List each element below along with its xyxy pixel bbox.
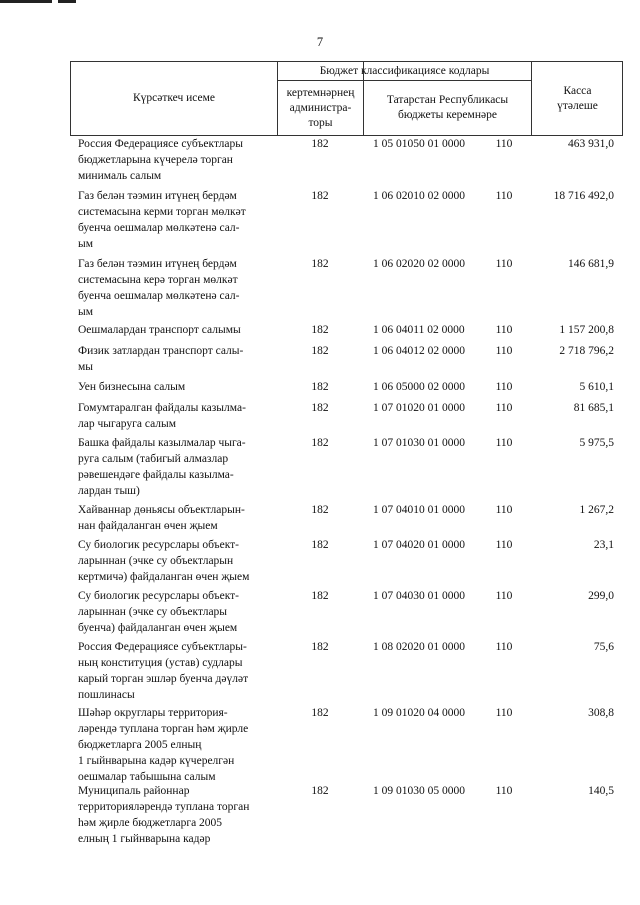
row-name: Су биологик ресурслары объект- ларыннан (эчке су объектлары буенча) файдаланган өчен җыем xyxy=(78,590,239,634)
row-subcode: 110 xyxy=(495,641,513,653)
row-subcode: 110 xyxy=(495,324,513,336)
row-admin-code: 182 xyxy=(311,324,329,336)
row-amount: 1 157 200,8 xyxy=(559,324,614,336)
row-amount: 299,0 xyxy=(588,590,614,602)
row-subcode: 110 xyxy=(495,437,513,449)
row-classification-code: 1 07 01030 01 0000 xyxy=(373,437,465,449)
row-amount: 140,5 xyxy=(588,785,614,797)
row-name: Гомумтаралган файдалы казылма- лар чыгаруга салым xyxy=(78,402,246,430)
row-subcode: 110 xyxy=(495,590,513,602)
row-name: Муниципаль районнар территорияләрендә туплана торган һәм җирле бюджетларга 2005 елның 1 гыйнварына кадәр xyxy=(78,785,250,845)
row-classification-code: 1 08 02020 01 0000 xyxy=(373,641,465,653)
row-admin-code: 182 xyxy=(311,345,329,357)
row-classification-code: 1 09 01030 05 0000 xyxy=(373,785,465,797)
row-name: Россия Федерациясе субъектлары бюджетларына күчерелә торган минималь салым xyxy=(78,138,244,182)
row-admin-code: 182 xyxy=(311,381,329,393)
row-amount: 2 718 796,2 xyxy=(559,345,614,357)
row-name: Газ белән тәэмин итүнең бердәм системасына керми торган мөлкәт буенча оешмалар мөлкәтенә сал- ым xyxy=(78,190,246,250)
row-classification-code: 1 07 04030 01 0000 xyxy=(373,590,465,602)
row-subcode: 110 xyxy=(495,539,513,551)
row-subcode: 110 xyxy=(495,707,513,719)
row-classification-code: 1 06 04011 02 0000 xyxy=(373,324,465,336)
row-admin-code: 182 xyxy=(311,402,329,414)
row-amount: 5 975,5 xyxy=(579,437,614,449)
row-subcode: 110 xyxy=(495,785,513,797)
row-subcode: 110 xyxy=(495,138,513,150)
row-admin-code: 182 xyxy=(311,785,329,797)
row-amount: 463 931,0 xyxy=(568,138,614,150)
row-amount: 146 681,9 xyxy=(568,258,614,270)
row-classification-code: 1 06 04012 02 0000 xyxy=(373,345,465,357)
header-cash-execution: Касса үтәлеше xyxy=(557,84,598,112)
row-amount: 1 267,2 xyxy=(579,504,614,516)
header-budget-classification: Бюджет классификациясе кодлары xyxy=(319,64,490,77)
row-subcode: 110 xyxy=(495,381,513,393)
row-admin-code: 182 xyxy=(311,504,329,516)
scan-edge-mark xyxy=(0,0,52,3)
row-classification-code: 1 05 01050 01 0000 xyxy=(373,138,465,150)
page-number: 7 xyxy=(316,35,324,49)
header-tatarstan-revenue: Татарстан Республикасы бюджеты керемнәре xyxy=(386,94,509,121)
row-subcode: 110 xyxy=(495,190,513,202)
row-name: Уен бизнесына салым xyxy=(78,381,186,393)
row-admin-code: 182 xyxy=(311,190,329,202)
row-admin-code: 182 xyxy=(311,707,329,719)
row-name: Газ белән тәэмин итүнең бердәм системасына керә торган мөлкәт буенча оешмалар мөлкәтенә сал- ым xyxy=(78,258,240,318)
row-amount: 18 716 492,0 xyxy=(553,190,614,202)
row-name: Су биологик ресурслары объект- ларыннан (эчке су объектларын кертмичә) файдаланган өчен җыем xyxy=(78,539,250,583)
row-subcode: 110 xyxy=(495,258,513,270)
row-amount: 5 610,1 xyxy=(579,381,614,393)
row-admin-code: 182 xyxy=(311,641,329,653)
row-name: Россия Федерациясе субъектлары- ның конституция (устав) судлары карый торган эшләр буенча дәүләт пошлинасы xyxy=(78,641,249,701)
row-classification-code: 1 06 02010 02 0000 xyxy=(373,190,465,202)
header-indicator-name: Күрсәткеч исеме xyxy=(132,92,216,104)
row-classification-code: 1 07 04020 01 0000 xyxy=(373,539,465,551)
row-amount: 75,6 xyxy=(593,641,614,653)
row-admin-code: 182 xyxy=(311,437,329,449)
row-amount: 81 685,1 xyxy=(573,402,614,414)
row-admin-code: 182 xyxy=(311,590,329,602)
table-header xyxy=(70,61,623,136)
row-classification-code: 1 09 01020 04 0000 xyxy=(373,707,465,719)
row-name: Оешмалардан транспорт салымы xyxy=(78,324,241,336)
row-classification-code: 1 07 01020 01 0000 xyxy=(373,402,465,414)
row-name: Физик затлардан транспорт салы- мы xyxy=(78,345,244,373)
scan-edge-mark xyxy=(58,0,76,3)
row-amount: 23,1 xyxy=(593,539,614,551)
row-subcode: 110 xyxy=(495,504,513,516)
row-amount: 308,8 xyxy=(588,707,614,719)
row-name: Хайваннар дөньясы объектларын- нан файдаланган өчен җыем xyxy=(78,504,245,532)
row-classification-code: 1 07 04010 01 0000 xyxy=(373,504,465,516)
row-classification-code: 1 06 02020 02 0000 xyxy=(373,258,465,270)
row-name: Башка файдалы казылмалар чыга- руга салым (табигый алмазлар рәвешендәге файдалы казылма- лардан тыш) xyxy=(78,437,246,497)
row-admin-code: 182 xyxy=(311,138,329,150)
row-admin-code: 182 xyxy=(311,258,329,270)
row-subcode: 110 xyxy=(495,402,513,414)
row-name: Шәһәр округлары территория- ләрендә туплана торган һәм җирле бюджетларга 2005 елның 1 гыйнварына кадәр күчерелгән оешмалар табышына салым xyxy=(78,707,249,783)
row-classification-code: 1 06 05000 02 0000 xyxy=(373,381,465,393)
row-subcode: 110 xyxy=(495,345,513,357)
header-administrator: кертемнәрнең администра- торы xyxy=(286,86,355,129)
row-admin-code: 182 xyxy=(311,539,329,551)
